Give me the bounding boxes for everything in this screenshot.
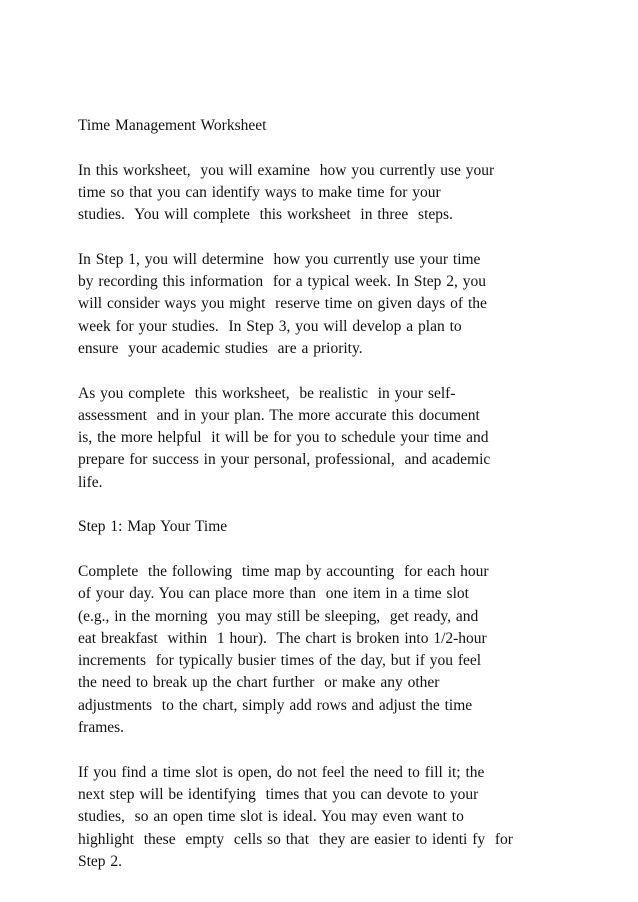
paragraph-line: next step will be identifying times that you can devote to your: [78, 785, 479, 803]
paragraph-line: is, the more helpful it will be for you to schedule your time and: [78, 429, 489, 447]
paragraph-line: frames.: [78, 719, 125, 737]
paragraph-line: (e.g., in the morning you may still be sleeping, get ready, and: [78, 607, 479, 625]
document-body: [78, 115, 578, 873]
paragraph-line: adjustments to the chart, simply add rows and adjust the time: [78, 696, 473, 714]
paragraph-line: week for your studies. In Step 3, you will develop a plan to: [78, 317, 462, 335]
paragraph-spacer: [78, 739, 578, 761]
paragraph-line: ensure your academic studies are a priority.: [78, 339, 363, 357]
paragraph-line: Complete the following time map by accounting for each hour: [78, 562, 489, 580]
section-heading: Step 1: Map Your Time: [78, 518, 228, 536]
paragraph-spacer: [78, 137, 578, 159]
paragraph-spacer: [78, 360, 578, 382]
paragraph-line: will consider ways you might reserve time on given days of the: [78, 295, 487, 313]
paragraph-line: studies, so an open time slot is ideal. You may even want to: [78, 808, 464, 826]
paragraph-line: increments for typically busier times of the day, but if you feel: [78, 652, 482, 670]
paragraph-line: highlight these empty cells so that they are easier to identi fy for: [78, 830, 513, 848]
paragraph-line: studies. You will complete this worksheet in three steps.: [78, 206, 453, 224]
paragraph-line: by recording this information for a typical week. In Step 2, you: [78, 273, 487, 291]
paragraph-line: time so that you can identify ways to make time for your: [78, 183, 441, 201]
paragraph-line: prepare for success in your personal, professional, and academic: [78, 451, 491, 469]
paragraph-line: the need to break up the chart further or make any other: [78, 674, 440, 692]
paragraph-spacer: [78, 494, 578, 516]
paragraph-line: In Step 1, you will determine how you currently use your time: [78, 250, 481, 268]
paragraph-line: If you find a time slot is open, do not feel the need to fill it; the: [78, 763, 485, 781]
realism-paragraph: [78, 383, 578, 494]
paragraph-line: life.: [78, 473, 103, 491]
paragraph-line: eat breakfast within 1 hour). The chart is broken into 1/2-hour: [78, 629, 487, 647]
step1-instructions-paragraph: [78, 561, 578, 739]
paragraph-line: As you complete this worksheet, be realistic in your self-: [78, 384, 456, 402]
open-slot-paragraph: [78, 762, 578, 873]
paragraph-line: In this worksheet, you will examine how you currently use your: [78, 161, 495, 179]
intro-paragraph: [78, 160, 578, 227]
paragraph-line: Step 2.: [78, 852, 123, 870]
paragraph-spacer: [78, 539, 578, 561]
document-title: Time Management Worksheet: [78, 117, 267, 134]
paragraph-spacer: [78, 226, 578, 248]
steps-overview-paragraph: [78, 249, 578, 360]
paragraph-line: assessment and in your plan. The more accurate this document: [78, 406, 480, 424]
paragraph-line: of your day. You can place more than one item in a time slot: [78, 585, 469, 603]
